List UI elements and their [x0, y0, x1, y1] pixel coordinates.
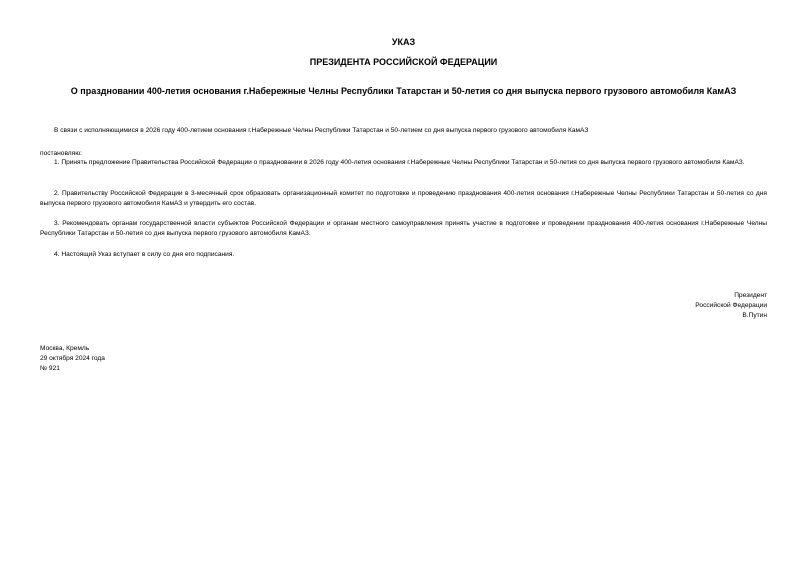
decree-item-3: 3. Рекомендовать органам государственной власти субъектов Российской Федерации и органам местного самоуправления принять участие в подготовке и проведении празднования 400-летия основания г.Набережные Челны Республики Татарстан и 50-летия со дня выпуска первого грузового автомобиля КамАЗ. [40, 220, 767, 237]
decree-word: постановляю: [40, 150, 83, 157]
signing-place: Москва, Кремль [40, 345, 90, 352]
decree-item-4: 4. Настоящий Указ вступает в силу со дня его подписания. [54, 251, 235, 258]
document-subject-title: О праздновании 400-летия основания г.Набережные Челны Республики Татарстан и 50-летия со дня выпуска первого грузового автомобиля КамАЗ [70, 86, 737, 96]
issuer-heading: ПРЕЗИДЕНТА РОССИЙСКОЙ ФЕДЕРАЦИИ [309, 57, 498, 67]
signature-title-line-2: Российской Федерации [695, 302, 767, 309]
place-date-block [40, 344, 105, 374]
decree-item-2: 2. Правительству Российской Федерации в 3-месячный срок образовать организационный комитет по подготовке и проведению празднования 400-летия основания г.Набережные Челны Республики Татарстан и 50-летия со дня выпуска первого грузового автомобиля КамАЗ и утвердить его состав. [40, 190, 767, 207]
intro-paragraph: В связи с исполняющимися в 2026 году 400-летием основания г.Набережные Челны Республики Татарстан и 50-летием со дня выпуска первого грузового автомобиля КамАЗ [54, 127, 589, 134]
document-type-heading: УКАЗ [391, 37, 416, 47]
document-number: № 921 [40, 365, 60, 372]
signing-date: 29 октября 2024 года [40, 355, 105, 362]
decree-item-1: 1. Принять предложение Правительства Российской Федерации о праздновании в 2026 году 400-летия основания г.Набережные Челны Республики Татарстан и 50-летия со дня выпуска первого грузового автомобиля КамАЗ. [54, 159, 745, 166]
signature-title-line-1: Президент [734, 292, 767, 299]
signature-name: В.Путин [742, 312, 767, 319]
signature-block [695, 291, 767, 321]
